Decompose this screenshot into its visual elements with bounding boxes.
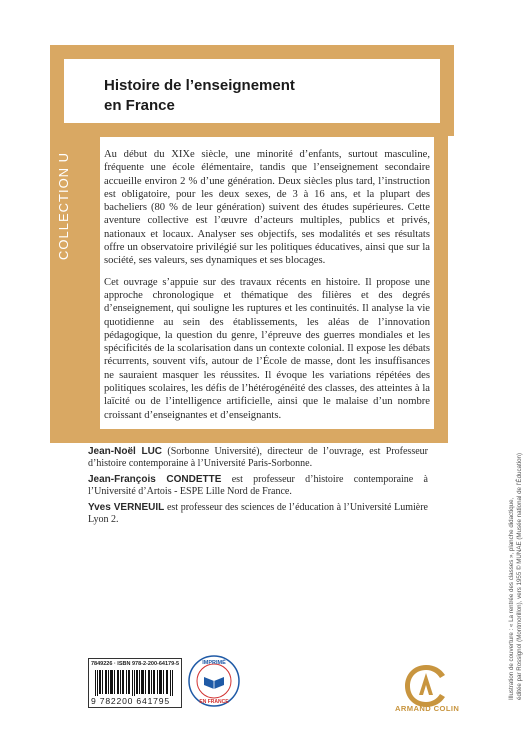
author-name: Yves VERNEUIL (88, 501, 165, 513)
title-line-1: Histoire de l’enseignement (104, 77, 295, 94)
collection-label: COLLECTION U (56, 151, 71, 260)
isbn-barcode (88, 658, 182, 708)
badge-top-text: IMPRIMÉ (202, 660, 226, 666)
author-entry (88, 446, 428, 471)
credit-line-1: Illustration de couverture : « La rentrée des classes », planche didactique, (508, 497, 515, 700)
imprime-en-france-badge-icon (188, 655, 240, 707)
barcode-bars-icon (95, 670, 175, 696)
author-entry (88, 474, 428, 499)
publisher-name: ARMAND COLIN (395, 704, 460, 713)
badge-bottom-text: EN FRANCE (199, 699, 229, 705)
frame-right-border (434, 123, 448, 443)
title-line-2: en France (104, 97, 175, 114)
author-name: Jean-François CONDETTE (88, 473, 222, 485)
author-bio: est professeur des sciences de l’éducation à l’Université Lumière Lyon 2. (88, 501, 428, 526)
frame-bottom-border (50, 429, 448, 443)
author-bio: (Sorbonne Université), directeur de l’ouvrage, est Professeur d’histoire contemporaine à l’Université Paris-Sorbonne. (88, 446, 428, 470)
summary-text (104, 148, 430, 430)
credit-line-2: éditée par Rossignol (Montmorillon), vers 1955 © MUNAE (Musée national de l’Éducation) (515, 452, 523, 700)
summary-paragraph-1: Au début du XIXe siècle, une minorité d’enfants, surtout masculine, fréquente une école élémentaire, tandis que l’enseignement secondaire accueille environ 2 % d’une génération. Deux siècles plus tard, l’instruction est obligatoire, pour les deux sexes, de 3 à 16 ans, et la plupart des bacheliers (80 % de leur génération) suivent des études supérieures. Cette aventure collective est l’œuvre d’acteurs multiples, publics et privés, nationaux et locaux. Analyser ses objectifs, ses modalités et ses résultats offre un observatoire privilégié sur les politiques éducatives, ainsi que sur la société, ses valeurs, ses dynamiques et ses blocages. (104, 149, 430, 267)
author-bios (88, 446, 428, 529)
author-entry (88, 502, 428, 527)
barcode-number: 9 782200 641795 (91, 696, 170, 706)
cover-credit (508, 400, 523, 700)
summary-paragraph-2: Cet ouvrage s’appuie sur des travaux récents en histoire. Il propose une approche chronologique et thématique des filières et des degrés d’enseignement, qui souligne les ruptures et les continuités. Il analyse la vie quotidienne au sein des établissements, les aléas de l’innovation pédagogique, la question du genre, l’épreuve des guerres mondiales et les spécificités de la scolarisation dans un contexte colonial. Il expose les débats récurrents, souvent vifs, autour de l’École de masse, dont les insuffisances ne sauraient masquer les réussites. Il évoque les variations répétées des politiques scolaires, les défis de l’hétérogénéité des classes, des atteintes à la laïcité ou de l’intelligence artificielle, ainsi que le malaise d’un nombre croissant d’enseignantes et d’enseignants. (104, 276, 430, 421)
frame-divider (50, 123, 448, 137)
author-bio: est professeur d’histoire contemporaine à l’Université d’Artois - ESPE Lille Nord de France. (88, 473, 428, 498)
author-name: Jean-Noël LUC (88, 446, 163, 457)
book-title (104, 76, 424, 116)
isbn-label: 7849226 · ISBN 978-2-200-64179-5 (91, 661, 180, 667)
